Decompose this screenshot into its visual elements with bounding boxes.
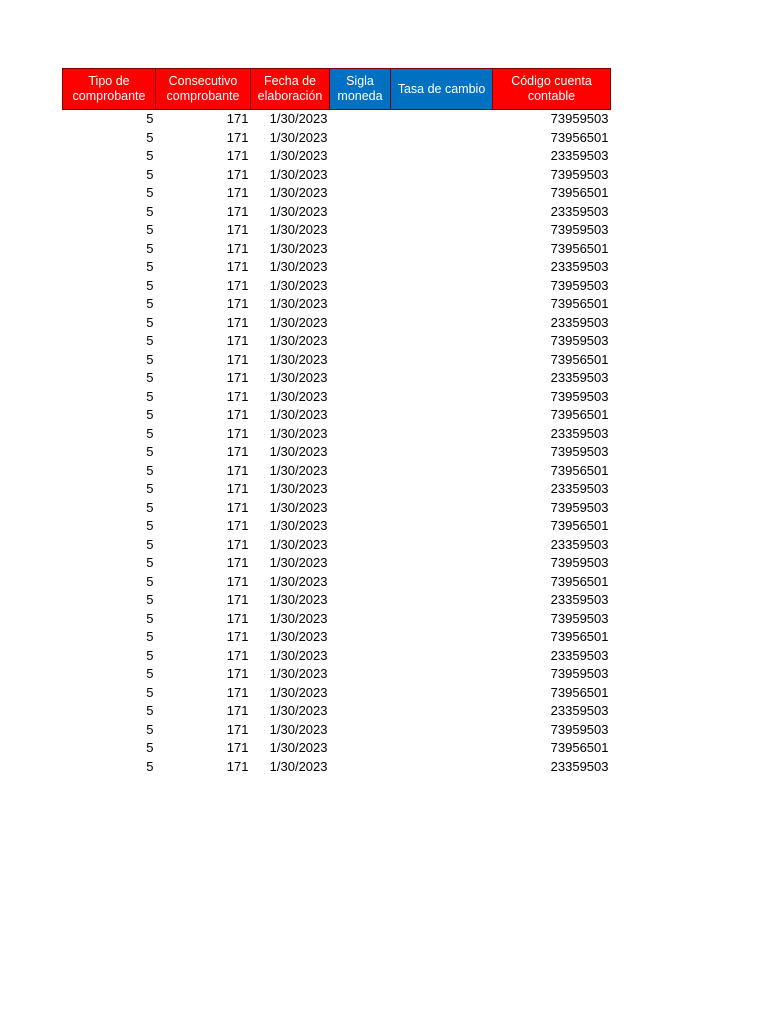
table-row	[63, 166, 611, 185]
cell-sigla[interactable]	[330, 258, 391, 277]
cell-fecha[interactable]: 1/30/2023	[269, 518, 328, 534]
cell-fecha[interactable]: 1/30/2023	[269, 462, 328, 478]
cell-fecha[interactable]: 1/30/2023	[269, 647, 328, 663]
table-row	[63, 443, 611, 462]
cell-sigla[interactable]	[330, 147, 391, 166]
table-row	[63, 295, 611, 314]
cell-sigla[interactable]	[330, 277, 391, 296]
cell-fecha[interactable]: 1/30/2023	[269, 333, 328, 349]
cell-codigo[interactable]: 73959503	[550, 111, 609, 127]
cell-consecutivo[interactable]: 171	[226, 166, 249, 182]
cell-sigla[interactable]	[330, 351, 391, 370]
cell-consecutivo[interactable]: 171	[226, 462, 249, 478]
cell-tasa[interactable]	[391, 591, 493, 610]
cell-fecha[interactable]: 1/30/2023	[269, 148, 328, 164]
cell-tipo[interactable]: 5	[146, 240, 154, 256]
cell-sigla[interactable]	[330, 610, 391, 629]
cell-fecha[interactable]: 1/30/2023	[269, 185, 328, 201]
cell-tasa[interactable]	[391, 536, 493, 555]
cell-tipo[interactable]: 5	[146, 222, 154, 238]
cell-fecha[interactable]: 1/30/2023	[269, 203, 328, 219]
table-row	[63, 499, 611, 518]
cell-sigla[interactable]	[330, 702, 391, 721]
cell-sigla[interactable]	[330, 517, 391, 536]
cell-codigo[interactable]: 73959503	[550, 666, 609, 682]
table-row	[63, 702, 611, 721]
cell-consecutivo[interactable]: 171	[226, 129, 249, 145]
cell-tipo[interactable]: 5	[146, 666, 154, 682]
cell-codigo[interactable]: 23359503	[550, 481, 609, 497]
table-row	[63, 332, 611, 351]
cell-consecutivo[interactable]: 171	[226, 740, 249, 756]
cell-codigo[interactable]: 73956501	[550, 518, 609, 534]
cell-consecutivo[interactable]: 171	[226, 684, 249, 700]
cell-fecha[interactable]: 1/30/2023	[269, 425, 328, 441]
table-row	[63, 406, 611, 425]
cell-tasa[interactable]	[391, 610, 493, 629]
cell-codigo[interactable]: 73959503	[550, 444, 609, 460]
cell-consecutivo[interactable]: 171	[226, 481, 249, 497]
cell-codigo[interactable]: 73956501	[550, 351, 609, 367]
cell-sigla[interactable]	[330, 462, 391, 481]
cell-consecutivo[interactable]: 171	[226, 259, 249, 275]
cell-codigo[interactable]: 73956501	[550, 573, 609, 589]
cell-tasa[interactable]	[391, 129, 493, 148]
cell-fecha[interactable]: 1/30/2023	[269, 129, 328, 145]
header-consecutivo-comprobante[interactable]: Consecutivo comprobante	[156, 69, 251, 110]
cell-fecha[interactable]: 1/30/2023	[269, 296, 328, 312]
cell-codigo[interactable]: 73956501	[550, 684, 609, 700]
spreadsheet-table	[62, 68, 611, 776]
table-row	[63, 628, 611, 647]
cell-sigla[interactable]	[330, 739, 391, 758]
cell-tasa[interactable]	[391, 739, 493, 758]
cell-sigla[interactable]	[330, 684, 391, 703]
cell-tasa[interactable]	[391, 110, 493, 129]
cell-tipo[interactable]: 5	[146, 185, 154, 201]
cell-tasa[interactable]	[391, 702, 493, 721]
cell-fecha[interactable]: 1/30/2023	[269, 222, 328, 238]
cell-consecutivo[interactable]: 171	[226, 573, 249, 589]
cell-tasa[interactable]	[391, 628, 493, 647]
cell-codigo[interactable]: 23359503	[550, 425, 609, 441]
cell-codigo[interactable]: 23359503	[550, 647, 609, 663]
table-row	[63, 591, 611, 610]
cell-tasa[interactable]	[391, 425, 493, 444]
cell-consecutivo[interactable]: 171	[226, 222, 249, 238]
cell-tipo[interactable]: 5	[146, 333, 154, 349]
cell-consecutivo[interactable]: 171	[226, 555, 249, 571]
cell-fecha[interactable]: 1/30/2023	[269, 240, 328, 256]
cell-tasa[interactable]	[391, 499, 493, 518]
table-row	[63, 462, 611, 481]
cell-tasa[interactable]	[391, 665, 493, 684]
cell-sigla[interactable]	[330, 221, 391, 240]
table-row	[63, 110, 611, 129]
cell-tipo[interactable]: 5	[146, 129, 154, 145]
cell-sigla[interactable]	[330, 628, 391, 647]
cell-fecha[interactable]: 1/30/2023	[269, 740, 328, 756]
cell-tasa[interactable]	[391, 332, 493, 351]
cell-tasa[interactable]	[391, 369, 493, 388]
header-sigla-moneda[interactable]: Sigla moneda	[330, 69, 391, 110]
cell-consecutivo[interactable]: 171	[226, 296, 249, 312]
cell-sigla[interactable]	[330, 573, 391, 592]
cell-sigla[interactable]	[330, 332, 391, 351]
cell-consecutivo[interactable]: 171	[226, 203, 249, 219]
cell-tasa[interactable]	[391, 314, 493, 333]
cell-consecutivo[interactable]: 171	[226, 314, 249, 330]
table-row	[63, 684, 611, 703]
cell-tipo[interactable]: 5	[146, 758, 154, 774]
table-row	[63, 517, 611, 536]
cell-tipo[interactable]: 5	[146, 629, 154, 645]
cell-sigla[interactable]	[330, 240, 391, 259]
table-row	[63, 388, 611, 407]
cell-consecutivo[interactable]: 171	[226, 277, 249, 293]
cell-tipo[interactable]: 5	[146, 296, 154, 312]
cell-tipo[interactable]: 5	[146, 314, 154, 330]
cell-fecha[interactable]: 1/30/2023	[269, 666, 328, 682]
cell-codigo[interactable]: 23359503	[550, 592, 609, 608]
cell-codigo[interactable]: 73956501	[550, 129, 609, 145]
cell-tasa[interactable]	[391, 647, 493, 666]
cell-consecutivo[interactable]: 171	[226, 185, 249, 201]
cell-sigla[interactable]	[330, 314, 391, 333]
table-row	[63, 610, 611, 629]
cell-tasa[interactable]	[391, 684, 493, 703]
cell-codigo[interactable]: 73956501	[550, 296, 609, 312]
cell-fecha[interactable]: 1/30/2023	[269, 166, 328, 182]
cell-sigla[interactable]	[330, 406, 391, 425]
cell-consecutivo[interactable]: 171	[226, 444, 249, 460]
cell-codigo[interactable]: 73956501	[550, 629, 609, 645]
cell-tasa[interactable]	[391, 147, 493, 166]
cell-fecha[interactable]: 1/30/2023	[269, 111, 328, 127]
cell-tasa[interactable]	[391, 406, 493, 425]
table-row	[63, 203, 611, 222]
cell-tipo[interactable]: 5	[146, 370, 154, 386]
cell-tasa[interactable]	[391, 203, 493, 222]
cell-codigo[interactable]: 73956501	[550, 185, 609, 201]
cell-codigo[interactable]: 73959503	[550, 721, 609, 737]
cell-consecutivo[interactable]: 171	[226, 351, 249, 367]
cell-tasa[interactable]	[391, 721, 493, 740]
cell-tipo[interactable]: 5	[146, 444, 154, 460]
cell-consecutivo[interactable]: 171	[226, 721, 249, 737]
cell-codigo[interactable]: 23359503	[550, 536, 609, 552]
cell-tasa[interactable]	[391, 277, 493, 296]
table-row	[63, 665, 611, 684]
table-row	[63, 554, 611, 573]
cell-tasa[interactable]	[391, 295, 493, 314]
cell-tasa[interactable]	[391, 221, 493, 240]
cell-fecha[interactable]: 1/30/2023	[269, 758, 328, 774]
cell-tasa[interactable]	[391, 443, 493, 462]
cell-fecha[interactable]: 1/30/2023	[269, 407, 328, 423]
cell-fecha[interactable]: 1/30/2023	[269, 277, 328, 293]
cell-sigla[interactable]	[330, 480, 391, 499]
cell-tipo[interactable]: 5	[146, 481, 154, 497]
cell-sigla[interactable]	[330, 536, 391, 555]
cell-fecha[interactable]: 1/30/2023	[269, 610, 328, 626]
cell-tipo[interactable]: 5	[146, 351, 154, 367]
table-row	[63, 258, 611, 277]
cell-tipo[interactable]: 5	[146, 259, 154, 275]
cell-consecutivo[interactable]: 171	[226, 240, 249, 256]
cell-fecha[interactable]: 1/30/2023	[269, 370, 328, 386]
cell-tipo[interactable]: 5	[146, 684, 154, 700]
table-row	[63, 647, 611, 666]
cell-fecha[interactable]: 1/30/2023	[269, 592, 328, 608]
cell-tipo[interactable]: 5	[146, 462, 154, 478]
cell-consecutivo[interactable]: 171	[226, 148, 249, 164]
cell-codigo[interactable]: 23359503	[550, 370, 609, 386]
cell-sigla[interactable]	[330, 758, 391, 777]
cell-codigo[interactable]: 73959503	[550, 333, 609, 349]
table-row	[63, 369, 611, 388]
cell-consecutivo[interactable]: 171	[226, 111, 249, 127]
cell-codigo[interactable]: 23359503	[550, 148, 609, 164]
cell-tasa[interactable]	[391, 388, 493, 407]
cell-sigla[interactable]	[330, 203, 391, 222]
cell-consecutivo[interactable]: 171	[226, 629, 249, 645]
cell-consecutivo[interactable]: 171	[226, 666, 249, 682]
cell-sigla[interactable]	[330, 295, 391, 314]
cell-tipo[interactable]: 5	[146, 111, 154, 127]
cell-codigo[interactable]: 73959503	[550, 166, 609, 182]
cell-codigo[interactable]: 23359503	[550, 314, 609, 330]
cell-sigla[interactable]	[330, 665, 391, 684]
cell-tasa[interactable]	[391, 462, 493, 481]
cell-consecutivo[interactable]: 171	[226, 610, 249, 626]
cell-fecha[interactable]: 1/30/2023	[269, 314, 328, 330]
cell-sigla[interactable]	[330, 591, 391, 610]
cell-sigla[interactable]	[330, 554, 391, 573]
cell-sigla[interactable]	[330, 721, 391, 740]
table-row	[63, 147, 611, 166]
cell-sigla[interactable]	[330, 110, 391, 129]
table-row	[63, 425, 611, 444]
cell-tasa[interactable]	[391, 480, 493, 499]
cell-codigo[interactable]: 73956501	[550, 407, 609, 423]
header-row	[63, 69, 611, 110]
cell-codigo[interactable]: 23359503	[550, 203, 609, 219]
cell-tipo[interactable]: 5	[146, 407, 154, 423]
cell-tipo[interactable]: 5	[146, 203, 154, 219]
cell-codigo[interactable]: 73959503	[550, 277, 609, 293]
cell-consecutivo[interactable]: 171	[226, 703, 249, 719]
header-tasa-cambio[interactable]: Tasa de cambio	[391, 69, 493, 110]
cell-codigo[interactable]: 73959503	[550, 610, 609, 626]
cell-tipo[interactable]: 5	[146, 647, 154, 663]
cell-consecutivo[interactable]: 171	[226, 333, 249, 349]
cell-sigla[interactable]	[330, 129, 391, 148]
cell-tipo[interactable]: 5	[146, 277, 154, 293]
cell-tasa[interactable]	[391, 351, 493, 370]
cell-codigo[interactable]: 73959503	[550, 222, 609, 238]
cell-sigla[interactable]	[330, 388, 391, 407]
cell-tipo[interactable]: 5	[146, 610, 154, 626]
cell-tipo[interactable]: 5	[146, 536, 154, 552]
cell-codigo[interactable]: 73959503	[550, 499, 609, 515]
cell-codigo[interactable]: 73956501	[550, 240, 609, 256]
table-row	[63, 184, 611, 203]
cell-tasa[interactable]	[391, 184, 493, 203]
cell-fecha[interactable]: 1/30/2023	[269, 629, 328, 645]
cell-tipo[interactable]: 5	[146, 555, 154, 571]
cell-codigo[interactable]: 73956501	[550, 462, 609, 478]
cell-tipo[interactable]: 5	[146, 518, 154, 534]
cell-codigo[interactable]: 23359503	[550, 703, 609, 719]
cell-fecha[interactable]: 1/30/2023	[269, 703, 328, 719]
cell-tipo[interactable]: 5	[146, 388, 154, 404]
table-row	[63, 277, 611, 296]
table-row	[63, 351, 611, 370]
table-row	[63, 758, 611, 777]
header-fecha-elaboracion[interactable]: Fecha de elaboración	[251, 69, 330, 110]
cell-tipo[interactable]: 5	[146, 740, 154, 756]
cell-tipo[interactable]: 5	[146, 573, 154, 589]
cell-codigo[interactable]: 23359503	[550, 758, 609, 774]
cell-consecutivo[interactable]: 171	[226, 370, 249, 386]
header-tipo-comprobante[interactable]: Tipo de comprobante	[63, 69, 156, 110]
cell-consecutivo[interactable]: 171	[226, 536, 249, 552]
cell-tipo[interactable]: 5	[146, 592, 154, 608]
cell-fecha[interactable]: 1/30/2023	[269, 499, 328, 515]
cell-tasa[interactable]	[391, 258, 493, 277]
cell-tasa[interactable]	[391, 573, 493, 592]
cell-tipo[interactable]: 5	[146, 166, 154, 182]
cell-consecutivo[interactable]: 171	[226, 499, 249, 515]
table-row	[63, 240, 611, 259]
cell-codigo[interactable]: 73956501	[550, 740, 609, 756]
cell-tasa[interactable]	[391, 166, 493, 185]
table-row	[63, 129, 611, 148]
table-row	[63, 739, 611, 758]
cell-fecha[interactable]: 1/30/2023	[269, 573, 328, 589]
cell-fecha[interactable]: 1/30/2023	[269, 388, 328, 404]
cell-consecutivo[interactable]: 171	[226, 647, 249, 663]
cell-tasa[interactable]	[391, 758, 493, 777]
cell-fecha[interactable]: 1/30/2023	[269, 555, 328, 571]
table-row	[63, 221, 611, 240]
cell-fecha[interactable]: 1/30/2023	[269, 721, 328, 737]
cell-consecutivo[interactable]: 171	[226, 758, 249, 774]
cell-fecha[interactable]: 1/30/2023	[269, 351, 328, 367]
cell-sigla[interactable]	[330, 647, 391, 666]
cell-sigla[interactable]	[330, 166, 391, 185]
cell-tipo[interactable]: 5	[146, 425, 154, 441]
cell-tipo[interactable]: 5	[146, 499, 154, 515]
cell-sigla[interactable]	[330, 499, 391, 518]
cell-fecha[interactable]: 1/30/2023	[269, 536, 328, 552]
cell-fecha[interactable]: 1/30/2023	[269, 444, 328, 460]
cell-sigla[interactable]	[330, 369, 391, 388]
cell-fecha[interactable]: 1/30/2023	[269, 481, 328, 497]
table-row	[63, 314, 611, 333]
table-row	[63, 721, 611, 740]
table-row	[63, 573, 611, 592]
cell-consecutivo[interactable]: 171	[226, 518, 249, 534]
cell-sigla[interactable]	[330, 443, 391, 462]
cell-tipo[interactable]: 5	[146, 721, 154, 737]
header-codigo-cuenta-contable[interactable]: Código cuenta contable	[493, 69, 611, 110]
cell-tasa[interactable]	[391, 240, 493, 259]
cell-sigla[interactable]	[330, 184, 391, 203]
cell-consecutivo[interactable]: 171	[226, 388, 249, 404]
cell-tipo[interactable]: 5	[146, 148, 154, 164]
cell-tasa[interactable]	[391, 517, 493, 536]
cell-codigo[interactable]: 23359503	[550, 259, 609, 275]
cell-consecutivo[interactable]: 171	[226, 592, 249, 608]
cell-fecha[interactable]: 1/30/2023	[269, 259, 328, 275]
cell-consecutivo[interactable]: 171	[226, 425, 249, 441]
cell-tipo[interactable]: 5	[146, 703, 154, 719]
table-row	[63, 536, 611, 555]
cell-fecha[interactable]: 1/30/2023	[269, 684, 328, 700]
cell-tasa[interactable]	[391, 554, 493, 573]
cell-codigo[interactable]: 73959503	[550, 388, 609, 404]
cell-sigla[interactable]	[330, 425, 391, 444]
cell-consecutivo[interactable]: 171	[226, 407, 249, 423]
cell-codigo[interactable]: 73959503	[550, 555, 609, 571]
table-row	[63, 480, 611, 499]
